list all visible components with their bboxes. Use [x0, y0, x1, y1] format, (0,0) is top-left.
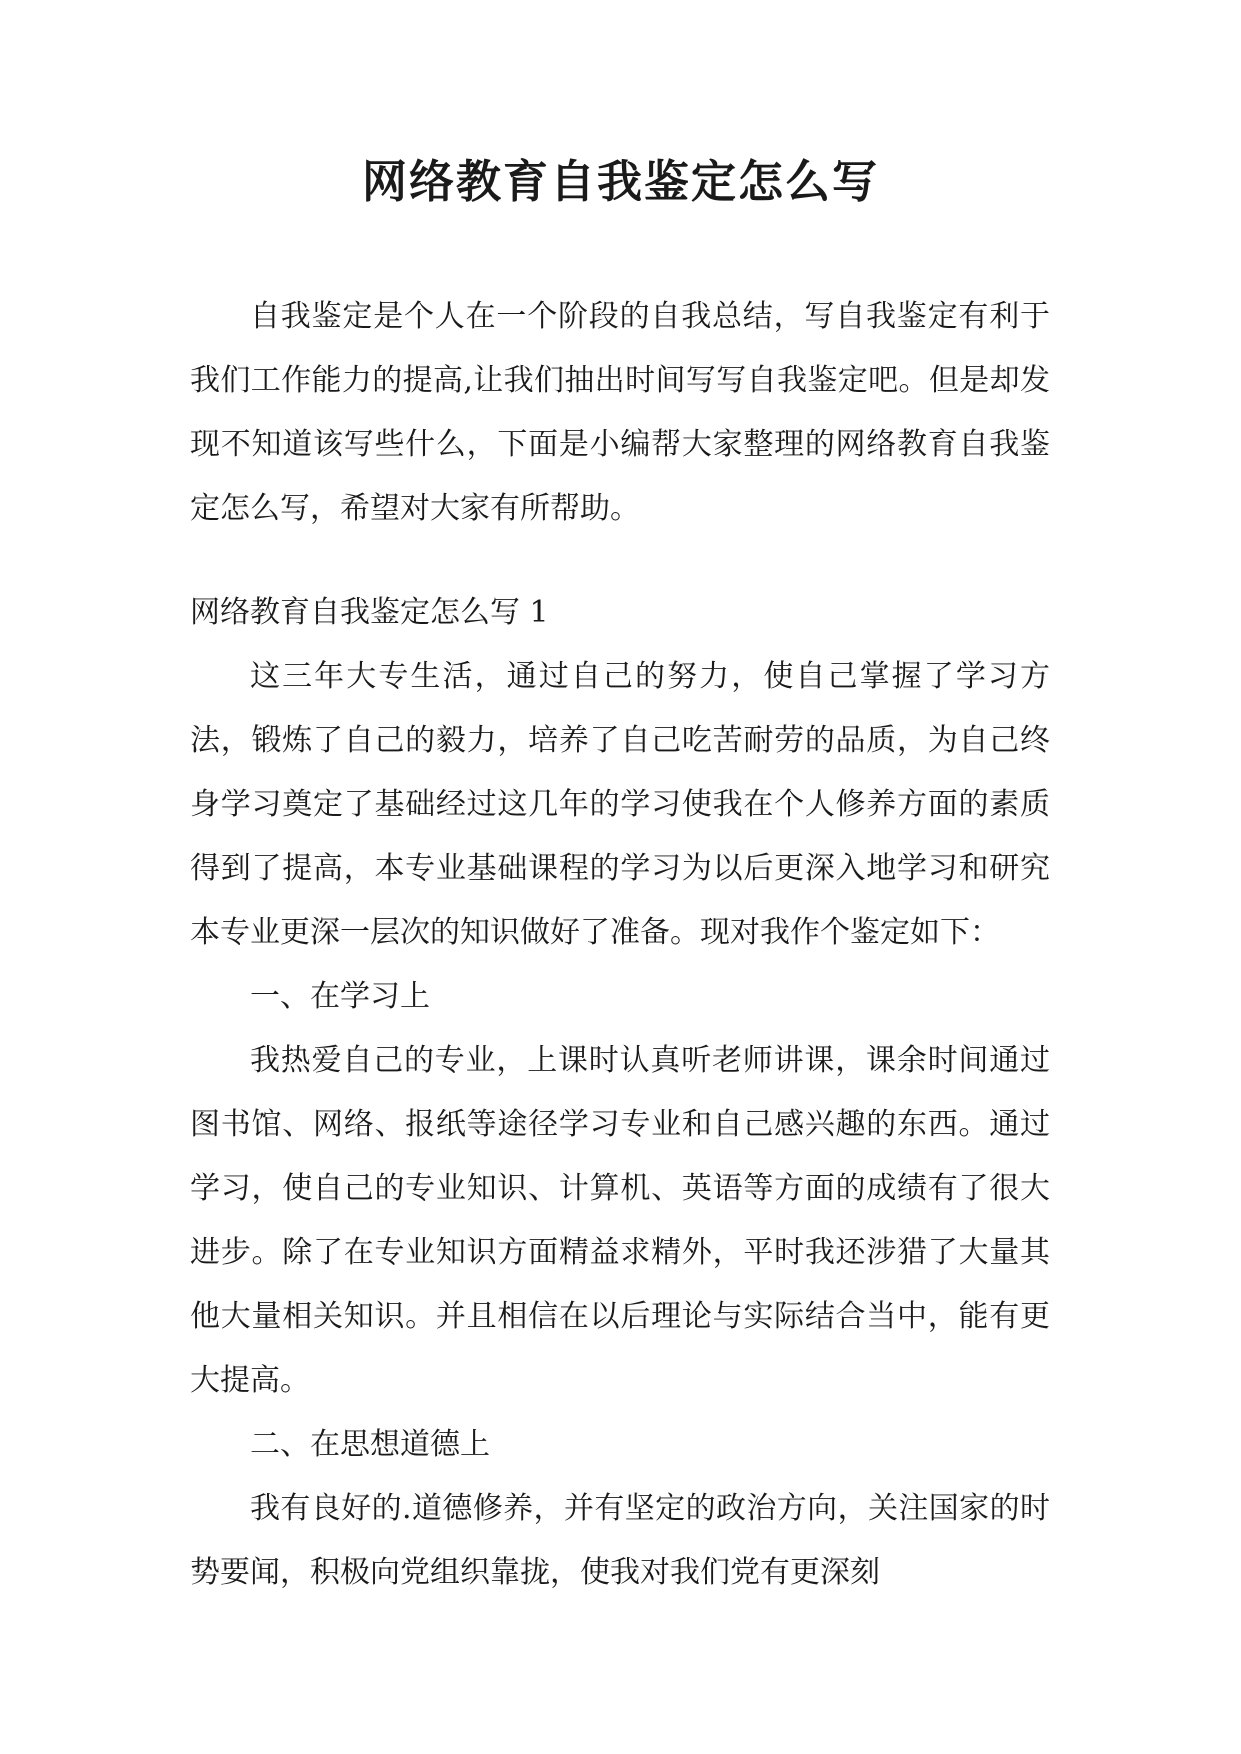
document-title: 网络教育自我鉴定怎么写 [361, 155, 879, 208]
body-paragraph: 我热爱自己的专业，上课时认真听老师讲课，课余时间通过图书馆、网络、报纸等途径学习专业和自己感兴趣的东西。通过学习，使自己的专业知识、计算机、英语等方面的成绩有了很大进步。除了在专业知识方面精益求精外，平时我还涉猎了大量其他大量相关知识。并且相信在以后理论与实际结合当中，能有更大提高。 [190, 1043, 1050, 1398]
subheading-morality: 二、在思想道德上 [250, 1427, 490, 1462]
body-paragraph: 我有良好的.道德修养，并有坚定的政治方向，关注国家的时势要闻，积极向党组织靠拢，使我对我们党有更深刻 [190, 1491, 1050, 1590]
body-paragraph: 这三年大专生活，通过自己的努力，使自己掌握了学习方法，锻炼了自己的毅力，培养了自己吃苦耐劳的品质，为自己终身学习奠定了基础经过这几年的学习使我在个人修养方面的素质得到了提高，本专业基础课程的学习为以后更深入地学习和研究本专业更深一层次的知识做好了准备。现对我作个鉴定如下： [190, 659, 1050, 950]
document-body [190, 285, 1050, 1605]
paragraph-spacer [190, 541, 1050, 581]
intro-paragraph: 自我鉴定是个人在一个阶段的自我总结，写自我鉴定有利于我们工作能力的提高,让我们抽出时间写写自我鉴定吧。但是却发现不知道该写些什么，下面是小编帮大家整理的网络教育自我鉴定怎么写，希望对大家有所帮助。 [190, 299, 1050, 526]
section-heading: 网络教育自我鉴定怎么写 1 [190, 595, 549, 630]
subheading-study: 一、在学习上 [250, 979, 430, 1014]
